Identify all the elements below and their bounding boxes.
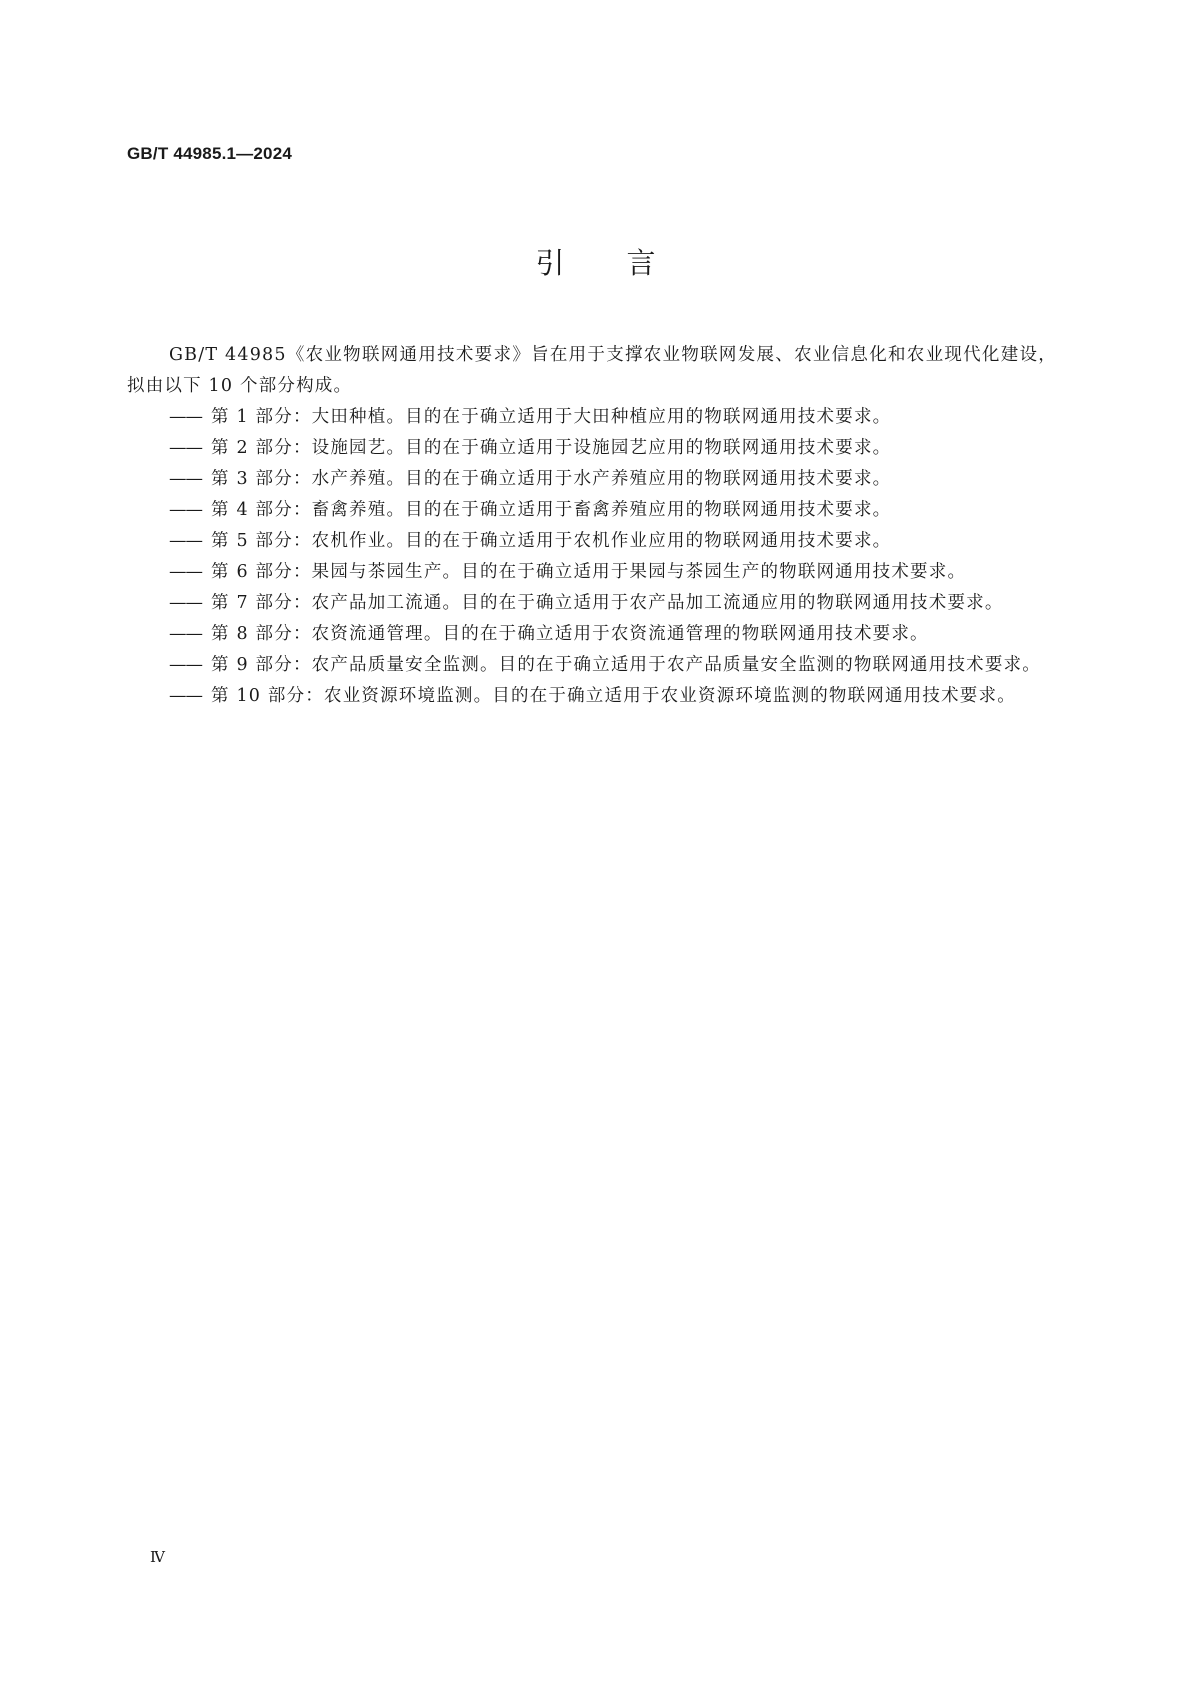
dash-marker: —— <box>169 500 202 520</box>
list-item-text: 第 10 部分：农业资源环境监测。目的在于确立适用于农业资源环境监测的物联网通用技术要求。 <box>211 686 1016 706</box>
list-item <box>127 650 1057 681</box>
list-item <box>127 526 1057 557</box>
list-item <box>127 681 1057 712</box>
standard-code: GB/T 44985.1—2024 <box>127 144 292 163</box>
list-item <box>127 495 1057 526</box>
list-item-text: 第 1 部分：大田种植。目的在于确立适用于大田种植应用的物联网通用技术要求。 <box>211 407 892 427</box>
list-item <box>127 464 1057 495</box>
dash-marker: —— <box>169 562 202 582</box>
list-item-text: 第 4 部分：畜禽养殖。目的在于确立适用于畜禽养殖应用的物联网通用技术要求。 <box>211 500 892 520</box>
list-item-text: 第 9 部分：农产品质量安全监测。目的在于确立适用于农产品质量安全监测的物联网通用技术要求。 <box>211 655 1041 675</box>
list-item-text: 第 5 部分：农机作业。目的在于确立适用于农机作业应用的物联网通用技术要求。 <box>211 531 892 551</box>
dash-marker: —— <box>169 469 202 489</box>
list-item <box>127 557 1057 588</box>
list-item-text: 第 7 部分：农产品加工流通。目的在于确立适用于农产品加工流通应用的物联网通用技术要求。 <box>211 593 1004 613</box>
list-item-text: 第 6 部分：果园与茶园生产。目的在于确立适用于果园与茶园生产的物联网通用技术要求。 <box>211 562 967 582</box>
list-item <box>127 619 1057 650</box>
dash-marker: —— <box>169 407 202 427</box>
page-title: 引言 <box>535 246 718 280</box>
dash-marker: —— <box>169 593 202 613</box>
page-number: Ⅳ <box>150 1548 165 1566</box>
dash-marker: —— <box>169 531 202 551</box>
list-item-text: 第 8 部分：农资流通管理。目的在于确立适用于农资流通管理的物联网通用技术要求。 <box>211 624 929 644</box>
list-item-text: 第 3 部分：水产养殖。目的在于确立适用于水产养殖应用的物联网通用技术要求。 <box>211 469 892 489</box>
document-body <box>127 340 1057 712</box>
dash-marker: —— <box>169 438 202 458</box>
list-item-text: 第 2 部分：设施园艺。目的在于确立适用于设施园艺应用的物联网通用技术要求。 <box>211 438 892 458</box>
list-item <box>127 588 1057 619</box>
dash-marker: —— <box>169 655 202 675</box>
dash-marker: —— <box>169 624 202 644</box>
dash-marker: —— <box>169 686 202 706</box>
parts-list <box>127 402 1057 712</box>
intro-paragraph: GB/T 44985《农业物联网通用技术要求》旨在用于支撑农业物联网发展、农业信息化和农业现代化建设，拟由以下 10 个部分构成。 <box>127 345 1057 396</box>
list-item <box>127 402 1057 433</box>
list-item <box>127 433 1057 464</box>
